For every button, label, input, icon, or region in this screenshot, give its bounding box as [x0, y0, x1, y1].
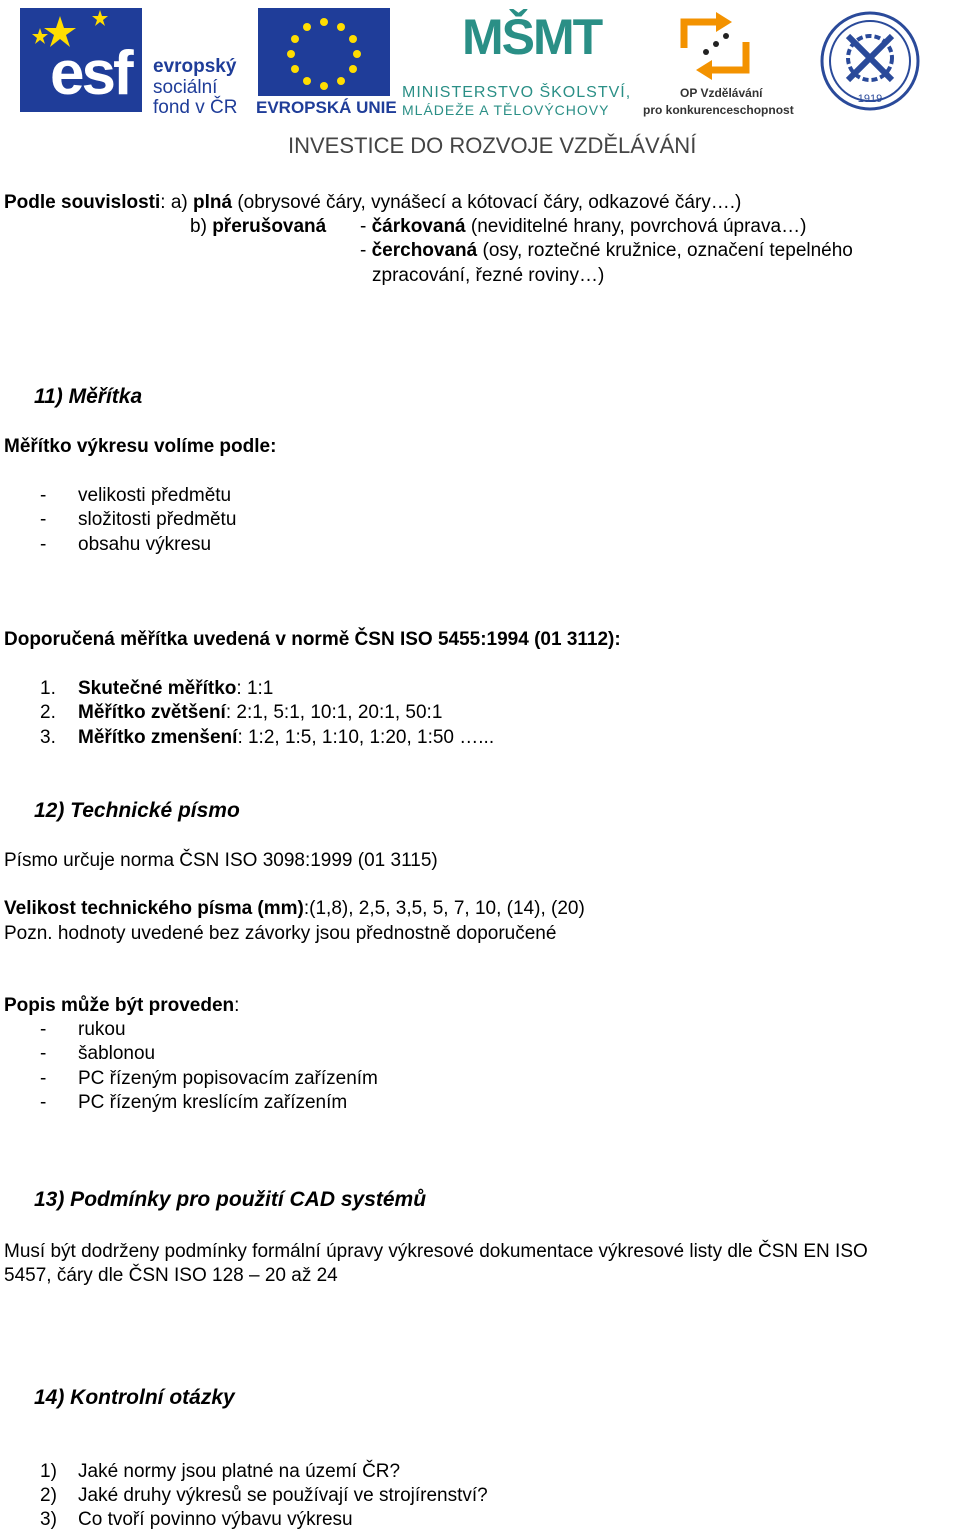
s11-doporucena: Doporučená měřítka uvedená v normě ČSN ISO 5455:1994 (01 3112): [4, 629, 621, 650]
list-item: šablonou [78, 1043, 156, 1064]
heading-12: 12) Technické písmo [34, 799, 240, 822]
list-item: obsahu výkresu [78, 534, 212, 555]
list-item [78, 702, 442, 724]
s12-velikost [4, 898, 585, 920]
esf-line1: evropský [153, 56, 237, 77]
souvislost-b1-rest: (neviditelné hrany, povrchová úprava…) [465, 216, 807, 237]
heading-13: 13) Podmínky pro použití CAD systémů [34, 1188, 427, 1211]
list-item-dash: - [40, 509, 47, 530]
msmt-line2: MLÁDEŽE A TĚLOVÝCHOVY [402, 102, 610, 118]
souvislost-b2-dash: - [360, 240, 372, 261]
list-item [78, 727, 494, 749]
question-text: Co tvoří povinno výbavu výkresu [78, 1509, 353, 1530]
op-line1: OP Vzdělávání [680, 86, 763, 100]
seal-year: 1919 [857, 93, 883, 105]
souvislost-line-a [4, 192, 741, 214]
s12-norma: Písmo určuje norma ČSN ISO 3098:1999 (01 3115) [4, 850, 438, 871]
school-seal-icon [818, 10, 922, 112]
op-arrows-icon [676, 8, 766, 84]
question-number: 3) [40, 1509, 57, 1530]
s11-intro: Měřítko výkresu volíme podle: [4, 436, 277, 457]
s12-popis-rest: : [234, 995, 240, 1016]
list-item-dash: - [40, 1019, 47, 1040]
list-item [78, 678, 273, 700]
question-number: 1) [40, 1461, 57, 1482]
s13-line1: Musí být dodrženy podmínky formální úpravy výkresové dokumentace výkresové listy dle ČSN EN ISO [4, 1241, 868, 1262]
list-item-label: Měřítko zvětšení [78, 702, 226, 723]
list-item-value: : 1:2, 1:5, 1:10, 1:20, 1:50 …... [237, 727, 495, 748]
esf-logo [20, 8, 142, 112]
souvislost-line-b [190, 216, 326, 238]
souvislost-line-b2 [360, 240, 853, 262]
list-item: velikosti předmětu [78, 485, 232, 506]
souvislost-b-bold: přerušovaná [212, 216, 327, 237]
list-item-dash: - [40, 1068, 47, 1089]
esf-line2: sociální [153, 77, 218, 98]
list-item-dash: - [40, 485, 47, 506]
souvislost-line-b2-cont: zpracování, řezné roviny…) [372, 265, 605, 286]
s13-line2: 5457, čáry dle ČSN ISO 128 – 20 až 24 [4, 1265, 338, 1286]
souvislost-line-b1 [360, 216, 806, 238]
list-item-dash: - [40, 534, 47, 555]
souvislost-b1-dash: - [360, 216, 372, 237]
list-item-value: : 2:1, 5:1, 10:1, 20:1, 50:1 [225, 702, 443, 723]
s12-pozn: Pozn. hodnoty uvedené bez závorky jsou přednostně doporučené [4, 923, 557, 944]
question-text: Jaké druhy výkresů se používají ve strojírenství? [78, 1485, 488, 1506]
msmt-line1: MINISTERSTVO ŠKOLSTVÍ, [402, 84, 632, 101]
s12-velikost-rest: :(1,8), 2,5, 3,5, 5, 7, 10, (14), (20) [303, 898, 585, 919]
heading-14: 14) Kontrolní otázky [34, 1386, 235, 1409]
list-item-number: 1. [40, 678, 56, 699]
list-item: PC řízeným kreslícím zařízením [78, 1092, 348, 1113]
list-item-number: 2. [40, 702, 56, 723]
question-number: 2) [40, 1485, 57, 1506]
souvislost-a-prefix: : a) [160, 192, 193, 213]
souvislost-b2-bold: čerchovaná [371, 240, 478, 261]
esf-line3: fond v ČR [153, 97, 238, 118]
s12-popis [4, 995, 239, 1017]
esf-mark: esf [50, 39, 131, 108]
list-item-label: Měřítko zmenšení [78, 727, 238, 748]
investice-banner: INVESTICE DO ROZVOJE VZDĚLÁVÁNÍ [288, 133, 697, 158]
heading-11: 11) Měřítka [34, 385, 143, 408]
souvislost-label: Podle souvislosti [4, 192, 161, 213]
list-item-value: : 1:1 [236, 678, 274, 699]
eu-label: EVROPSKÁ UNIE [256, 98, 397, 117]
list-item: rukou [78, 1019, 126, 1040]
eu-flag-icon [258, 8, 390, 96]
op-line2: pro konkurenceschopnost [643, 103, 794, 117]
list-item-number: 3. [40, 727, 56, 748]
souvislost-b2-rest: (osy, roztečné kružnice, označení tepelného [477, 240, 853, 261]
souvislost-b-prefix: b) [190, 216, 213, 237]
list-item-dash: - [40, 1043, 47, 1064]
souvislost-b1-bold: čárkovaná [371, 216, 466, 237]
souvislost-a-rest: (obrysové čáry, vynášecí a kótovací čáry, odkazové čáry….) [232, 192, 742, 213]
souvislost-a-bold: plná [193, 192, 233, 213]
question-text: Jaké normy jsou platné na území ČR? [78, 1461, 401, 1482]
s12-popis-bold: Popis může být proveden [4, 995, 235, 1016]
list-item: PC řízeným popisovacím zařízením [78, 1068, 378, 1089]
list-item: složitosti předmětu [78, 509, 237, 530]
list-item-dash: - [40, 1092, 47, 1113]
list-item-label: Skutečné měřítko [78, 678, 237, 699]
msmt-mark: MŠMT [462, 9, 602, 65]
s12-velikost-bold: Velikost technického písma (mm) [4, 898, 304, 919]
